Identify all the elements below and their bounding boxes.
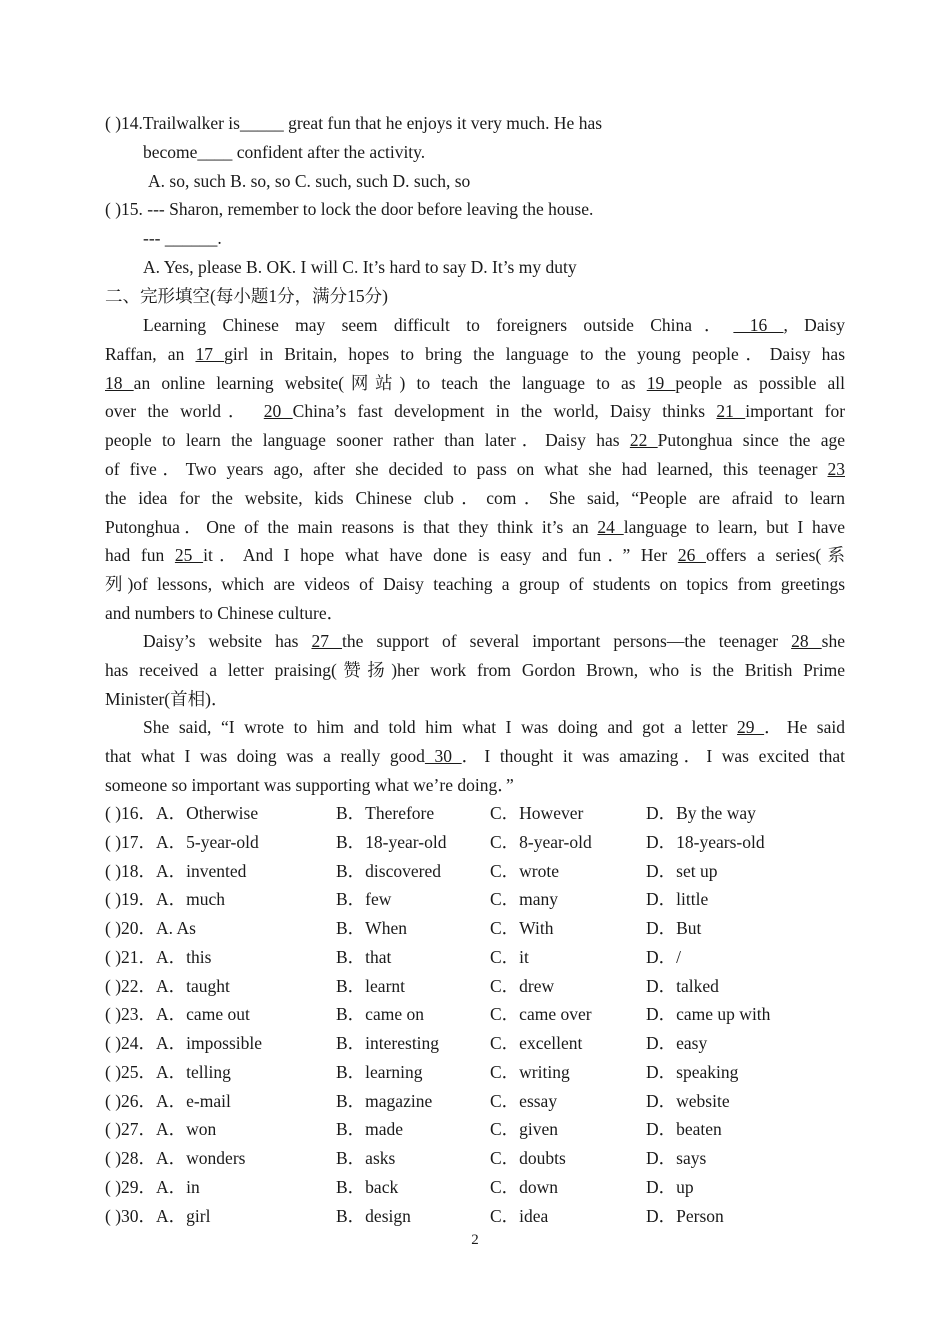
passage-text: , Daisy (783, 315, 846, 335)
passage-text: ．He said (764, 717, 845, 737)
choice-option-b: B．When (336, 918, 407, 938)
choice-option-a: ( )27．A．won (105, 1119, 217, 1140)
question-14-options: A. so, such B. so, so C. such, such D. such, so (148, 171, 471, 191)
question-15-stem: ( )15. --- Sharon, remember to lock the door before leaving the house. (105, 199, 594, 219)
choice-option-d: D．Person (646, 1205, 724, 1226)
passage-line (105, 687, 845, 711)
choice-option-a: ( )23．A．came out (105, 1004, 250, 1025)
question-14-stem-continued: become____ confident after the activity. (143, 142, 426, 162)
cloze-blank: 30 (424, 745, 462, 766)
passage-line (105, 486, 845, 510)
choice-option-d: D．By the way (646, 803, 756, 823)
passage-text: girl in Britain, hopes to bring the language to the young people．Daisy has (224, 343, 846, 364)
question-14-stem: ( )14.Trailwalker is_____ great fun that he enjoys it very much. He has (105, 113, 603, 133)
choice-option-a: ( )26．A．e-mail (105, 1090, 231, 1111)
passage-text: offers a series(系 (705, 545, 845, 566)
cloze-blank: 26 (677, 545, 706, 566)
choice-option-d: D．up (646, 1176, 694, 1197)
question-15-options: A. Yes, please B. OK. I will C. It’s hard to say D. It’s my duty (143, 257, 577, 277)
choice-row (105, 945, 865, 969)
choice-option-b: B．design (336, 1205, 411, 1226)
passage-text: of five．Two years ago, after she decided to pass on what she had learned, this teenager (105, 459, 828, 479)
choice-option-a: ( )18．A．invented (105, 860, 247, 881)
choice-option-a: ( )17．A．5-year-old (105, 831, 259, 852)
page-number: 2 (471, 1232, 479, 1248)
passage-line (105, 515, 845, 539)
choice-row (105, 916, 865, 940)
passage-line (105, 744, 845, 768)
passage-line (105, 342, 845, 366)
choice-option-b: B．that (336, 946, 392, 967)
choice-option-a: ( )22．A．taught (105, 975, 230, 996)
choice-option-c: C．drew (490, 975, 555, 996)
choice-option-a: ( )29．A．in (105, 1176, 200, 1197)
passage-text: had fun (105, 545, 175, 566)
choice-option-a: ( )24．A．impossible (105, 1033, 263, 1053)
choice-option-c: C．essay (490, 1090, 558, 1111)
choice-option-c: C．8-year-old (490, 831, 592, 852)
passage-line (143, 629, 845, 653)
choice-row (105, 1204, 865, 1228)
choice-option-c: C．excellent (490, 1033, 583, 1053)
choice-option-c: C．many (490, 889, 559, 910)
passage-text: the idea for the website, kids Chinese club．com．She said, “People are afraid to learn (105, 487, 845, 508)
choice-option-c: C．idea (490, 1205, 549, 1226)
passage-text: has received a letter praising(赞扬)her work from Gordon Brown, who is the British Prime (105, 659, 845, 680)
passage-text: Learning Chinese may seem difficult to foreigners outside China． (143, 315, 734, 335)
passage-text: ．I thought it was amazing．I was excited that (461, 745, 845, 766)
choice-option-b: B．few (336, 889, 392, 910)
passage-text: Raffan, an (105, 343, 196, 364)
cloze-blank: 25 (174, 545, 204, 566)
choice-option-d: D．easy (646, 1033, 708, 1053)
choice-option-a: ( )20．A. As (105, 918, 196, 938)
choice-option-a: ( )30．A．girl (105, 1205, 211, 1226)
question-15-stem-continued: --- ______. (143, 228, 222, 248)
passage-line (105, 428, 845, 452)
cloze-blank: 24 (597, 516, 624, 537)
passage-text: people to learn the language sooner rather than later．Daisy has (105, 430, 630, 451)
choice-option-c: C．wrote (490, 860, 560, 881)
choice-option-d: D．set up (646, 860, 718, 881)
passage-text: she (821, 631, 845, 651)
choice-option-c: C．With (490, 918, 554, 938)
choice-option-d: D．/ (646, 946, 681, 967)
choice-row (105, 830, 865, 854)
passage-text: She said, “I wrote to him and told him what I was doing and got a letter (143, 717, 738, 737)
cloze-blank: 21 (716, 401, 746, 422)
choice-row (105, 1060, 865, 1084)
passage-text: and numbers to Chinese culture． (105, 603, 345, 623)
choice-option-d: D．came up with (646, 1004, 771, 1025)
choice-option-d: D．little (646, 889, 709, 910)
choice-row (105, 801, 865, 825)
cloze-blank: 23 (827, 459, 845, 479)
choice-option-c: C．doubts (490, 1148, 566, 1168)
choice-option-b: B．interesting (336, 1033, 440, 1053)
cloze-blank: 17 (195, 343, 225, 364)
cloze-blank: 28 (791, 631, 822, 651)
passage-text: Putonghua since the age (657, 430, 846, 451)
choice-option-b: B．learnt (336, 975, 406, 996)
choice-option-b: B．discovered (336, 860, 441, 881)
passage-line (105, 773, 845, 797)
passage-line (143, 715, 845, 739)
passage-text: an online learning website(网站) to teach the language to as (133, 372, 647, 393)
passage-line (105, 371, 845, 395)
choice-option-b: B．magazine (336, 1090, 433, 1111)
choice-row (105, 1089, 865, 1113)
choice-option-d: D．talked (646, 975, 719, 996)
choice-row (105, 1175, 865, 1199)
choice-option-a: ( )19．A．much (105, 889, 226, 910)
choice-option-b: B．asks (336, 1148, 396, 1168)
passage-text: Minister(首相)． (105, 688, 229, 709)
choice-option-c: C．down (490, 1176, 559, 1197)
choice-row (105, 1002, 865, 1026)
choice-option-a: ( )25．A．telling (105, 1061, 231, 1082)
choice-option-a: ( )16．A．Otherwise (105, 803, 259, 823)
choice-option-b: B．back (336, 1176, 399, 1197)
choice-row (105, 1146, 865, 1170)
choice-option-b: B．Therefore (336, 803, 435, 823)
cloze-blank: 18 (105, 372, 134, 393)
choice-option-b: B．came on (336, 1004, 424, 1025)
choice-row (105, 974, 865, 998)
passage-text: China’s fast development in the world, Daisy thinks (292, 401, 717, 422)
passage-text: important for (745, 401, 846, 422)
passage-line (143, 313, 845, 337)
passage-line (105, 457, 845, 481)
choice-option-b: B．18-year-old (336, 831, 447, 852)
passage-text: the support of several important persons—the teenager (342, 631, 792, 651)
cloze-blank: 22 (629, 430, 658, 451)
passage-text: over the world． (105, 401, 264, 422)
passage-text: 列)of lessons, which are videos of Daisy teaching a group of students on topics from greetings (105, 574, 845, 595)
cloze-blank: 20 (263, 401, 293, 422)
cloze-blank: 16 (733, 315, 784, 335)
passage-text: people as possible all (675, 372, 846, 393)
passage-line (105, 601, 845, 625)
choice-option-b: B．made (336, 1119, 404, 1140)
choice-row (105, 1031, 865, 1055)
choice-option-a: ( )21．A．this (105, 946, 212, 967)
choice-option-c: C．came over (490, 1004, 592, 1025)
choice-option-d: D．18-years-old (646, 831, 765, 852)
choice-option-c: C．However (490, 803, 584, 823)
passage-line (105, 658, 845, 682)
choice-option-d: D．says (646, 1148, 707, 1168)
passage-line (105, 543, 845, 567)
cloze-blank: 19 (646, 372, 676, 393)
passage-text: Putonghua．One of the main reasons is that they think it’s an (105, 516, 598, 537)
passage-text: that what I was doing was a really good (105, 745, 425, 766)
choice-option-a: ( )28．A．wonders (105, 1148, 246, 1168)
passage-text: Daisy’s website has (143, 631, 312, 651)
choice-option-d: D．But (646, 918, 702, 938)
section-heading: 二、完形填空(每小题1分，满分15分) (105, 286, 388, 306)
passage-line (105, 399, 845, 423)
choice-row (105, 1117, 865, 1141)
choice-row (105, 887, 865, 911)
cloze-blank: 29 (737, 717, 765, 737)
passage-text: someone so important was supporting what we’re doing．” (105, 774, 514, 795)
choice-option-d: D．website (646, 1090, 730, 1111)
passage-text: it．And I hope what have done is easy and fun．” Her (203, 545, 678, 566)
choice-option-c: C．given (490, 1119, 559, 1140)
choice-option-c: C．writing (490, 1061, 570, 1082)
cloze-blank: 27 (311, 631, 343, 651)
passage-text: language to learn, but I have (623, 516, 846, 537)
choice-option-c: C．it (490, 946, 529, 967)
choice-option-b: B．learning (336, 1061, 423, 1082)
choice-option-d: D．beaten (646, 1119, 722, 1140)
choice-option-d: D．speaking (646, 1061, 739, 1082)
passage-line (105, 572, 845, 596)
choice-row (105, 859, 865, 883)
